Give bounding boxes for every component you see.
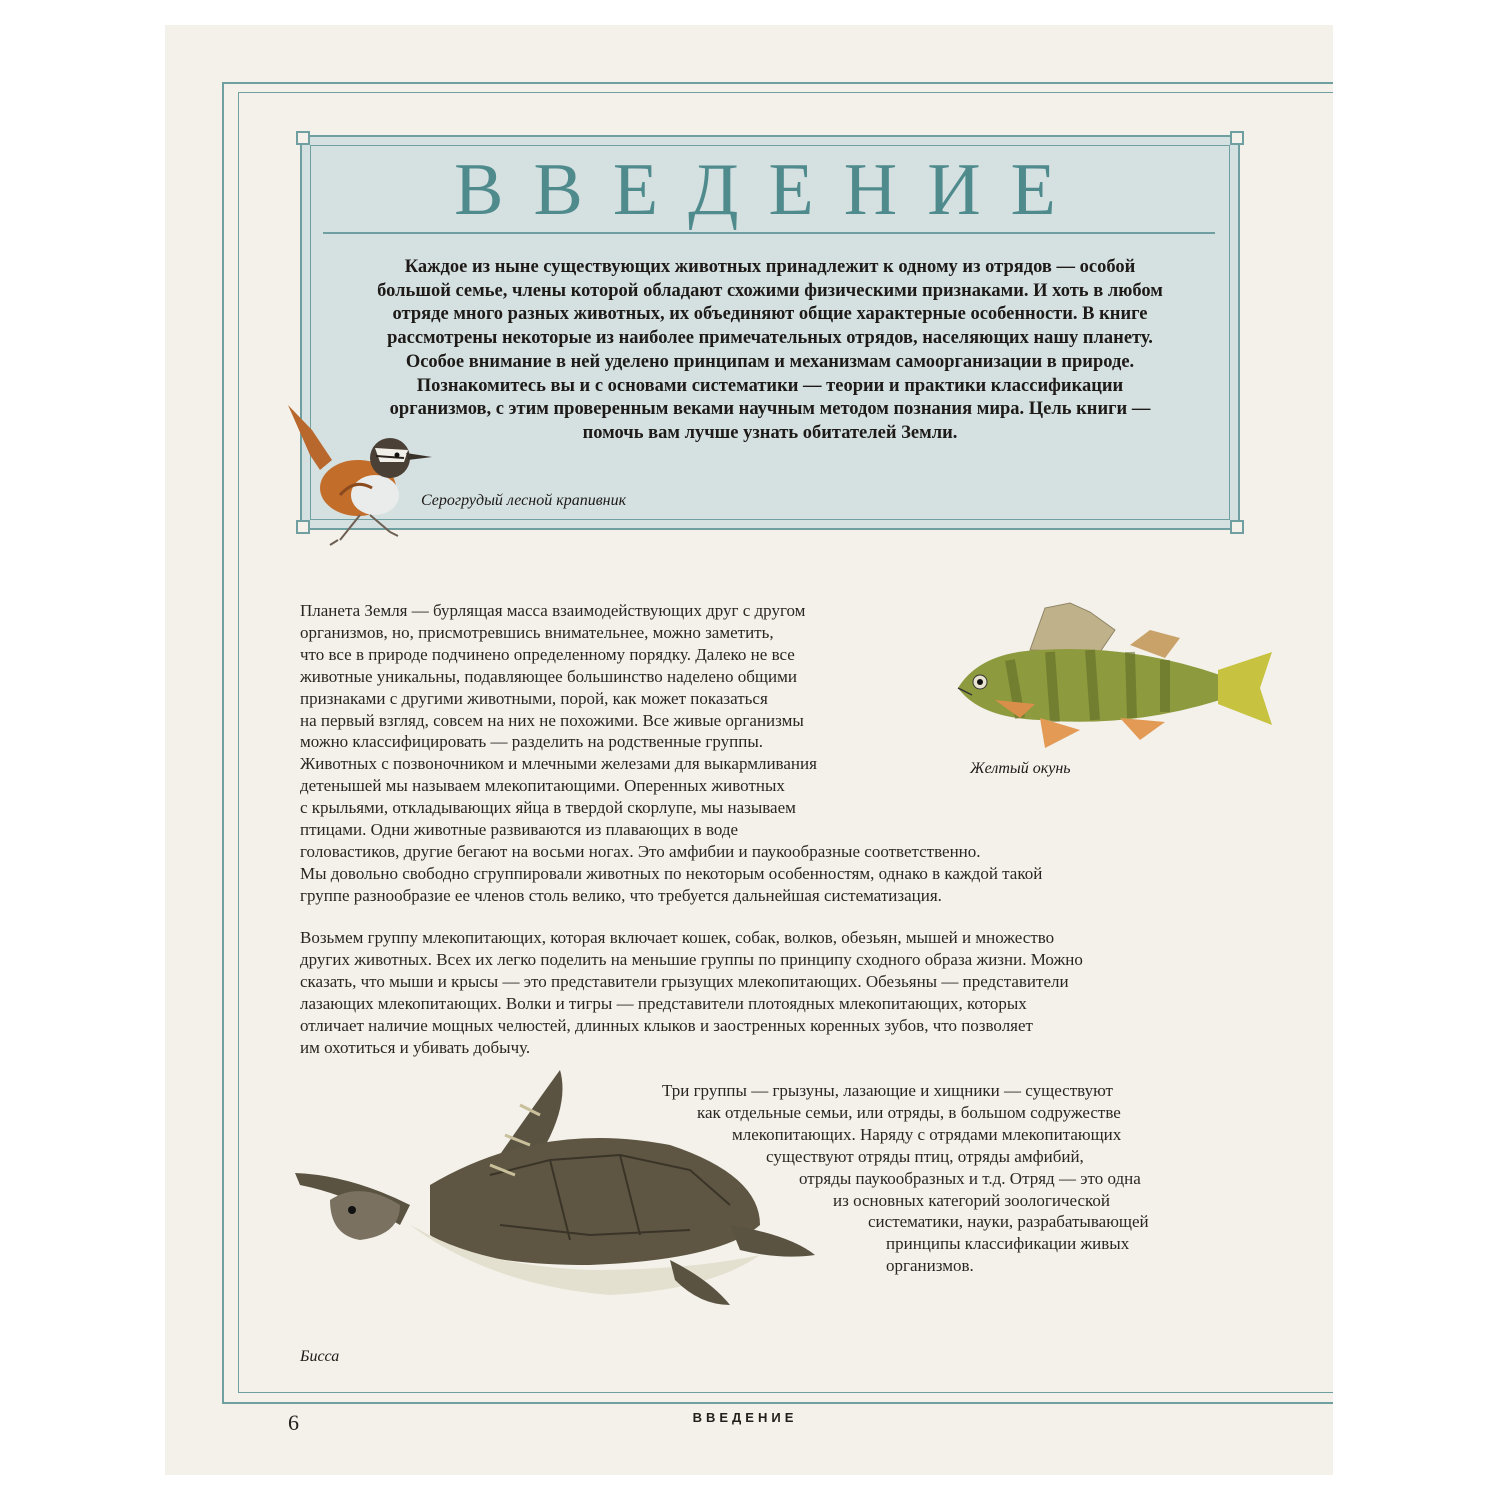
intro-line: отряде много разных животных, их объединяют общие характерные особенности. В книге: [392, 304, 1148, 325]
text-line: с крыльями, откладывающих яйца в твердой скорлупе, мы называем: [300, 798, 796, 818]
paragraph-3: [0, 1080, 1500, 1277]
intro-line: помочь вам лучше узнать обитателей Земли.: [582, 422, 958, 443]
text-line: птицами. Одни животные развиваются из плавающих в воде: [300, 820, 739, 840]
text-line: на первый взгляд, совсем на них не похожими. Все живые организмы: [300, 710, 804, 730]
text-line: отряды паукообразных и т.д. Отряд — это одна: [799, 1168, 1141, 1188]
text-line: организмов, но, присмотревшись внимательнее, можно заметить,: [300, 622, 774, 642]
title-rule: [323, 232, 1215, 234]
text-line: как отдельные семьи, или отряды, в большом содружестве: [697, 1102, 1121, 1122]
text-line: Мы довольно свободно сгруппировали животных по некоторым особенностям, однако в каждой такой: [300, 863, 1043, 883]
text-line: животные уникальны, подавляющее большинство наделено общими: [300, 666, 797, 686]
text-line: детенышей мы называем млекопитающими. Оперенных животных: [300, 776, 785, 796]
text-line: им охотиться и убивать добычу.: [300, 1037, 531, 1057]
text-line: головастиков, другие бегают на восьми ногах. Это амфибии и паукообразные соответственно.: [300, 841, 981, 861]
frame-top-line-inner: [238, 92, 1333, 93]
paragraph-2: [300, 927, 1083, 1058]
text-line: Планета Земля — бурлящая масса взаимодействующих друг с другом: [300, 601, 806, 620]
intro-line: организмов, с этим проверенным веками научным методом познания мира. Цель книги —: [389, 399, 1151, 420]
paragraph-1: [300, 600, 1042, 907]
running-title: ВВЕДЕНИЕ: [692, 1410, 798, 1425]
text-line: можно классифицировать — разделить на родственные группы.: [300, 732, 763, 752]
text-line: систематики, науки, разрабатывающей: [868, 1212, 1149, 1232]
intro-line: большой семье, члены которой обладают схожими физическими признаками. И хоть в любом: [377, 280, 1163, 301]
intro-text: [324, 256, 1216, 446]
text-line: организмов.: [886, 1256, 974, 1276]
bird-caption: Серогрудый лесной крапивник: [421, 492, 627, 509]
fish-caption: Желтый окунь: [970, 760, 1071, 777]
text-line: группе разнообразие ее членов столь велико, что требуется дальнейшая систематизация.: [300, 885, 942, 905]
text-line: из основных категорий зоологической: [833, 1190, 1111, 1210]
turtle-caption: Бисса: [300, 1348, 340, 1365]
text-line: признаками с другими животными, порой, как может показаться: [300, 688, 768, 708]
text-line: Возьмем группу млекопитающих, которая включает кошек, собак, волков, обезьян, мышей и множество: [300, 928, 1055, 947]
text-line: других животных. Всех их легко поделить на меньшие группы по принципу сходного образа жизни. Можно: [300, 949, 1083, 969]
frame-bottom-line-inner: [238, 1392, 1333, 1393]
page-title: ВВЕДЕНИЕ: [454, 149, 1086, 231]
wren-illustration: [280, 400, 440, 550]
text-line: сказать, что мыши и крысы — это представители грызущих млекопитающих. Обезьяны — представители: [300, 971, 1069, 991]
frame-top-line: [222, 82, 1333, 84]
intro-line: Познакомитесь вы и с основами систематики — теории и практики классификации: [416, 375, 1124, 396]
text-line: млекопитающих. Наряду с отрядами млекопитающих: [732, 1124, 1122, 1144]
intro-line: рассмотрены некоторые из наиболее примечательных отрядов, населяющих нашу планету.: [387, 328, 1153, 349]
text-line: Три группы — грызуны, лазающие и хищники — существуют: [662, 1081, 1113, 1100]
text-line: что все в природе подчинено определенному порядку. Далеко не все: [300, 644, 795, 664]
page-number: 6: [288, 1410, 299, 1435]
text-line: принципы классификации живых: [886, 1234, 1130, 1254]
intro-box-corner: [1230, 520, 1244, 534]
intro-line: Каждое из ныне существующих животных принадлежит к одному из отрядов — особой: [404, 257, 1136, 277]
frame-bottom-line: [222, 1402, 1333, 1404]
intro-box-corner: [296, 131, 310, 145]
text-line: отличает наличие мощных челюстей, длинных клыков и заостренных коренных зубов, что позволяет: [300, 1015, 1033, 1035]
text-line: существуют отряды птиц, отряды амфибий,: [766, 1146, 1084, 1166]
text-line: Животных с позвоночником и млечными железами для выкармливания: [300, 754, 817, 774]
intro-box-corner: [1230, 131, 1244, 145]
intro-line: Особое внимание в ней уделено принципам и механизмам самоорганизации в природе.: [405, 351, 1135, 372]
text-line: лазающих млекопитающих. Волки и тигры — представители плотоядных млекопитающих, которых: [300, 993, 1027, 1013]
